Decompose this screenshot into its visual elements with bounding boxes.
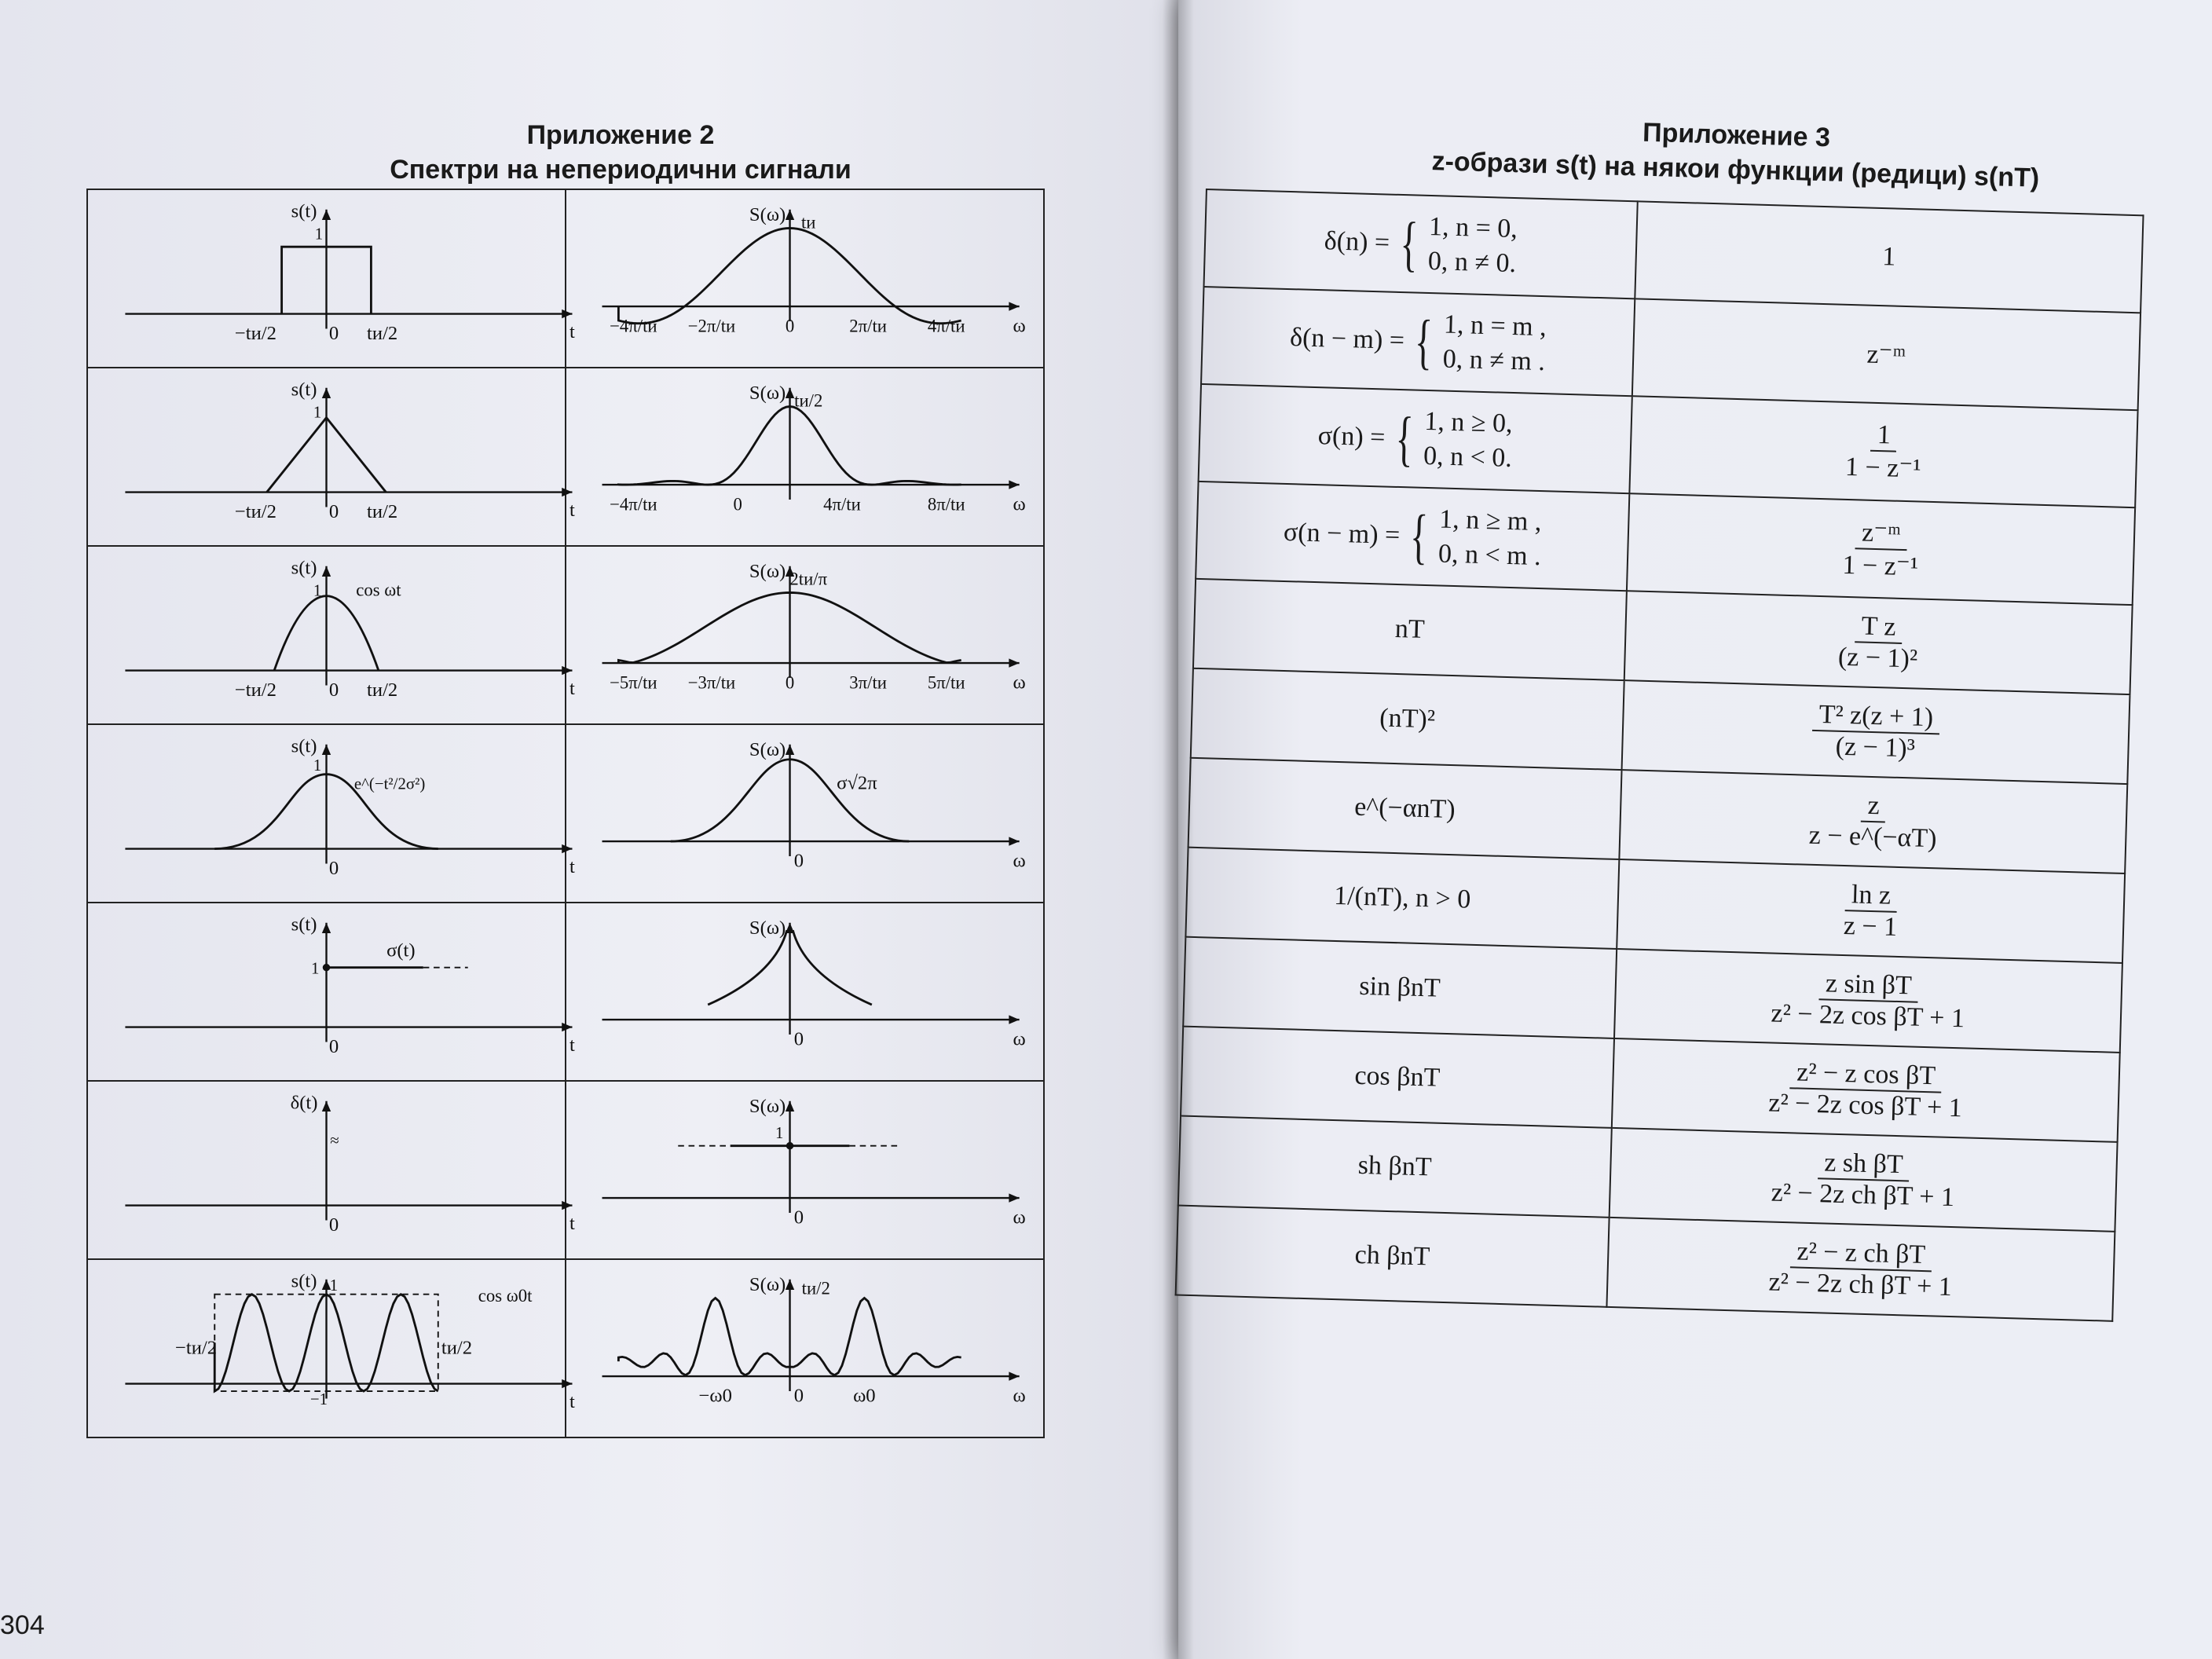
z-image-cell: [1609, 1128, 2117, 1232]
sequence-name: δ(n) =: [1324, 226, 1390, 258]
time-signal-plot: [88, 190, 575, 367]
spectra-row: [87, 546, 1044, 724]
z-image-cell: [1624, 591, 2132, 694]
z-denominator: (z − 1)²: [1837, 642, 1918, 674]
spectra-row: [87, 903, 1044, 1081]
z-image-cell: [1635, 201, 2143, 313]
spectrum-cell: [566, 368, 1044, 546]
tick-label: tи/2: [367, 679, 398, 701]
tick-label: −tи/2: [174, 1337, 218, 1359]
sequence-cell: [1201, 287, 1635, 396]
y-axis-arrow: [322, 1101, 331, 1111]
level-1-label: 1: [313, 402, 322, 422]
tick-label: ω0: [853, 1385, 876, 1407]
z-fraction: [1764, 967, 1972, 1034]
appendix-3-heading: Приложение 3: [1642, 117, 1831, 153]
tick-label: −4π/tи: [610, 494, 657, 515]
sequence-expression: sin βnT: [1358, 971, 1441, 1003]
spectrum-plot: [566, 725, 1043, 902]
time-signal-cell: [87, 368, 575, 546]
tick-label: 0: [328, 1035, 339, 1057]
sequence-cell: [1204, 189, 1638, 298]
freq-var-label: ω: [1013, 1385, 1026, 1407]
level-1-label: 1: [313, 755, 322, 775]
spectra-row: [87, 724, 1044, 903]
tick-label: 4π/tи: [927, 316, 965, 336]
time-axis-label: s(t): [291, 557, 317, 579]
brace-icon: {: [1409, 501, 1430, 571]
curve-label: cos ω0t: [478, 1286, 533, 1306]
time-var-label: t: [569, 320, 575, 342]
tick-label: 0: [793, 1028, 804, 1050]
case-line: 0, n < m .: [1437, 539, 1542, 572]
spectrum-cell: [566, 724, 1044, 903]
time-axis-label: s(t): [291, 379, 317, 401]
sequence-name: δ(n − m) =: [1289, 323, 1405, 356]
time-var-label: t: [569, 1034, 575, 1056]
spectrum-cell: [566, 1081, 1044, 1259]
spectrum-cell: [566, 1259, 1044, 1437]
time-signal-plot: [88, 368, 575, 545]
z-transform-table: [1175, 189, 2144, 1322]
freq-var-label: ω: [1013, 315, 1026, 337]
tick-label: 3π/tи: [849, 672, 887, 693]
z-denominator: z² − 2z ch βT + 1: [1771, 1177, 1955, 1213]
tick-label: 0: [793, 1385, 804, 1407]
time-signal-cell: [87, 724, 575, 903]
y-axis-arrow: [786, 388, 794, 398]
spectrum-left-branch: [708, 930, 787, 1005]
level-1-label: 1: [775, 1123, 784, 1143]
z-numerator: ln z: [1844, 880, 1897, 913]
sequence-cell: [1188, 758, 1622, 859]
x-axis-arrow: [1009, 837, 1019, 845]
time-signal-cell: [87, 189, 575, 368]
time-var-label: t: [569, 1390, 575, 1412]
peak-label: σ√2π: [837, 772, 877, 794]
z-image-cell: [1632, 298, 2141, 410]
brace-icon: {: [1414, 306, 1434, 376]
time-axis-label: δ(t): [290, 1092, 318, 1114]
tick-label: 0: [328, 500, 339, 522]
spectrum-cell: [566, 903, 1044, 1081]
spectrum-axis-label: S(ω): [749, 1273, 786, 1295]
spectra-table: [86, 189, 1045, 1438]
z-fraction: [1762, 1057, 1970, 1123]
sequence-expression: e^(−αnT): [1353, 792, 1456, 825]
z-fraction: [1831, 611, 1925, 675]
z-numerator: T z: [1855, 611, 1903, 644]
appendix-2-heading: Приложение 2: [526, 120, 715, 150]
spectrum-plot: [566, 1082, 1043, 1258]
z-denominator: z − 1: [1843, 911, 1898, 942]
z-image-cell: [1621, 680, 2130, 784]
tick-label: 0: [328, 857, 339, 879]
freq-var-label: ω: [1013, 1028, 1026, 1050]
z-denominator: z² − 2z ch βT + 1: [1768, 1267, 1953, 1302]
time-signal-cell: [87, 903, 575, 1081]
z-expression: 1: [1881, 242, 1896, 272]
time-signal-plot: [88, 903, 575, 1080]
spectrum-axis-label: S(ω): [749, 382, 786, 404]
z-denominator: z² − 2z cos βT + 1: [1771, 998, 1965, 1034]
tick-label: −tи/2: [234, 322, 276, 344]
tick-label: −5π/tи: [610, 672, 657, 693]
z-fraction: [1837, 880, 1904, 943]
level-1-label: 1: [314, 224, 324, 244]
sequence-cell: [1185, 848, 1619, 949]
spectra-row: [87, 368, 1044, 546]
level-1-label: 1: [329, 1275, 339, 1295]
z-fraction: [1839, 419, 1929, 485]
x-axis-arrow: [1009, 480, 1019, 489]
curve-label: σ(t): [386, 939, 416, 961]
case-line: 0, n ≠ m .: [1442, 344, 1546, 377]
time-signal-cell: [87, 1081, 575, 1259]
case-line: 1, n = m ,: [1443, 309, 1547, 342]
tick-label: tи/2: [367, 322, 398, 344]
z-image-cell: [1627, 493, 2135, 605]
tick-label: 0: [733, 494, 742, 515]
z-fraction: [1802, 789, 1944, 855]
spectrum-axis-label: S(ω): [749, 738, 786, 760]
sequence-expression: (nT)²: [1379, 703, 1436, 734]
tick-label: 0: [328, 1214, 339, 1236]
impulse-mark: ≈: [330, 1130, 339, 1150]
tick-label: tи/2: [441, 1337, 473, 1359]
sequence-cell: [1199, 384, 1632, 493]
spectrum-right-branch: [793, 930, 872, 1005]
spectra-row: [87, 1081, 1044, 1259]
tick-label: −tи/2: [234, 679, 276, 701]
brace-icon: {: [1394, 403, 1415, 473]
tick-label: −tи/2: [234, 500, 276, 522]
z-numerator: z² − z cos βT: [1790, 1057, 1943, 1093]
tick-label: 0: [785, 672, 795, 693]
z-expression: z⁻ᵐ: [1866, 339, 1906, 370]
spectrum-cell: [566, 189, 1044, 368]
tick-label: 2π/tи: [849, 316, 887, 336]
spectrum-plot: [566, 368, 1043, 545]
step-dot: [323, 964, 330, 971]
peak-label: tи: [800, 212, 816, 233]
z-image-cell: [1614, 949, 2122, 1053]
time-axis-label: s(t): [291, 200, 317, 222]
spectrum-plot: [566, 190, 1043, 367]
z-denominator: 1 − z⁻¹: [1844, 452, 1921, 484]
sequence-name: σ(n − m) =: [1283, 517, 1401, 551]
peak-label: tи/2: [801, 1278, 830, 1298]
z-numerator: z sh βT: [1818, 1148, 1910, 1181]
tick-label: 0: [793, 1207, 804, 1229]
time-signal-cell: [87, 1259, 575, 1437]
spectrum-axis-label: S(ω): [749, 1095, 786, 1117]
y-axis-arrow: [322, 745, 331, 755]
spectrum-plot: [566, 1260, 1043, 1437]
z-numerator: z⁻ᵐ: [1855, 516, 1908, 551]
time-signal-plot: [88, 725, 575, 902]
x-axis-arrow: [1009, 1015, 1019, 1024]
tick-label: −2π/tи: [687, 316, 736, 336]
sequence-cell: [1181, 1027, 1614, 1128]
y-axis-arrow: [786, 745, 794, 755]
tick-label: 4π/tи: [823, 494, 861, 515]
sequence-cell: [1196, 482, 1629, 591]
time-var-label: t: [569, 499, 575, 521]
time-axis-label: s(t): [291, 914, 317, 936]
z-image-cell: [1629, 396, 2137, 507]
spectrum-axis-label: S(ω): [749, 917, 786, 939]
tick-label: −3π/tи: [687, 672, 736, 693]
z-image-cell: [1619, 770, 2127, 873]
brace-icon: {: [1399, 208, 1419, 278]
level-1-label: 1: [311, 958, 320, 978]
curve-label: e^(−t²/2σ²): [353, 774, 426, 793]
tick-label: 0: [793, 850, 804, 872]
piecewise-definition: [1289, 303, 1547, 379]
freq-var-label: ω: [1013, 1207, 1026, 1229]
level-1-label: 1: [313, 580, 322, 600]
sequence-expression: sh βnT: [1357, 1150, 1433, 1182]
spectrum-plot: [566, 903, 1043, 1080]
case-line: 0, n ≠ 0.: [1427, 246, 1517, 279]
spectra-row: [87, 189, 1044, 368]
appendix-2-subtitle: Спектри на непериодични сигнали: [390, 155, 851, 185]
level-dot: [786, 1142, 793, 1149]
z-numerator: z sin βT: [1818, 969, 1918, 1002]
sequence-cell: [1193, 579, 1627, 680]
y-axis-arrow: [786, 210, 794, 220]
time-var-label: t: [569, 1212, 575, 1234]
sequence-expression: cos βnT: [1353, 1060, 1441, 1093]
z-image-cell: [1606, 1218, 2115, 1321]
case-line: 1, n ≥ 0,: [1423, 406, 1514, 439]
spectrum-axis-label: S(ω): [749, 560, 786, 582]
x-axis-arrow: [1009, 1372, 1019, 1380]
z-fraction: [1836, 516, 1926, 583]
sequence-cell: [1178, 1116, 1612, 1218]
x-axis-arrow: [1009, 658, 1019, 667]
level-minus-1-label: −1: [309, 1390, 328, 1409]
case-line: 0, n < 0.: [1423, 441, 1513, 474]
piecewise-definition: [1317, 401, 1514, 476]
time-var-label: t: [569, 855, 575, 877]
appendix-3-subtitle: z-образи s(t) на някои функции (редици) s(nT): [1431, 146, 2040, 193]
z-denominator: z − e^(−αT): [1808, 820, 1937, 854]
time-axis-label: s(t): [291, 735, 317, 757]
piecewise-definition: [1324, 207, 1518, 281]
sequence-cell: [1191, 668, 1624, 770]
y-axis-arrow: [322, 388, 331, 398]
time-var-label: t: [569, 677, 575, 699]
y-axis-arrow: [322, 210, 331, 220]
z-denominator: 1 − z⁻¹: [1842, 550, 1919, 582]
z-fraction: [1764, 1146, 1961, 1213]
time-signal-plot: [88, 1260, 575, 1437]
x-axis-arrow: [1009, 302, 1019, 310]
tick-label: 0: [328, 679, 339, 701]
tick-label: 5π/tи: [927, 672, 965, 693]
tick-label: tи/2: [367, 500, 398, 522]
sequence-cell: [1183, 937, 1617, 1038]
z-fraction: [1762, 1236, 1959, 1302]
sequence-cell: [1176, 1206, 1610, 1307]
y-axis-arrow: [322, 923, 331, 933]
z-numerator: 1: [1870, 420, 1897, 452]
peak-label: tи/2: [794, 390, 823, 411]
spectra-row: [87, 1259, 1044, 1437]
sequence-name: σ(n) =: [1317, 421, 1386, 452]
y-axis-arrow: [322, 566, 331, 577]
z-image-cell: [1617, 859, 2125, 963]
tick-label: −4π/tи: [610, 316, 657, 336]
piecewise-definition: [1283, 498, 1543, 574]
y-axis-arrow: [786, 1280, 794, 1290]
z-denominator: z² − 2z cos βT + 1: [1767, 1088, 1963, 1123]
tick-label: 0: [328, 322, 339, 344]
tick-label: −ω0: [698, 1385, 732, 1407]
x-axis-arrow: [1009, 1193, 1019, 1202]
y-axis-arrow: [786, 1101, 794, 1111]
tick-label: 0: [785, 316, 795, 336]
freq-var-label: ω: [1013, 672, 1026, 694]
spectrum-cell: [566, 546, 1044, 724]
page-number: 304: [0, 1610, 45, 1640]
z-numerator: T² z(z + 1): [1812, 700, 1940, 734]
sequence-expression: nT: [1394, 613, 1426, 644]
case-line: 1, n = 0,: [1428, 211, 1518, 244]
z-image-cell: [1612, 1038, 2120, 1142]
sequence-expression: 1/(nT), n > 0: [1333, 881, 1471, 914]
peak-label: 2tи/π: [789, 569, 828, 589]
time-signal-plot: [88, 1082, 575, 1258]
time-signal-cell: [87, 546, 575, 724]
z-numerator: z² − z ch βT: [1790, 1236, 1932, 1272]
z-fraction: [1811, 700, 1940, 764]
freq-var-label: ω: [1013, 850, 1026, 872]
tick-label: 8π/tи: [927, 494, 965, 515]
freq-var-label: ω: [1013, 493, 1026, 515]
spectrum-axis-label: S(ω): [749, 203, 786, 225]
z-denominator: (z − 1)³: [1835, 731, 1916, 764]
case-line: 1, n ≥ m ,: [1438, 504, 1542, 537]
curve-label: cos ωt: [356, 580, 401, 600]
z-numerator: z: [1861, 791, 1886, 823]
spectrum-plot: [566, 547, 1043, 723]
time-axis-label: s(t): [291, 1270, 317, 1292]
left-page-title: [283, 118, 958, 187]
time-signal-plot: [88, 547, 575, 723]
sequence-expression: ch βnT: [1354, 1240, 1430, 1272]
